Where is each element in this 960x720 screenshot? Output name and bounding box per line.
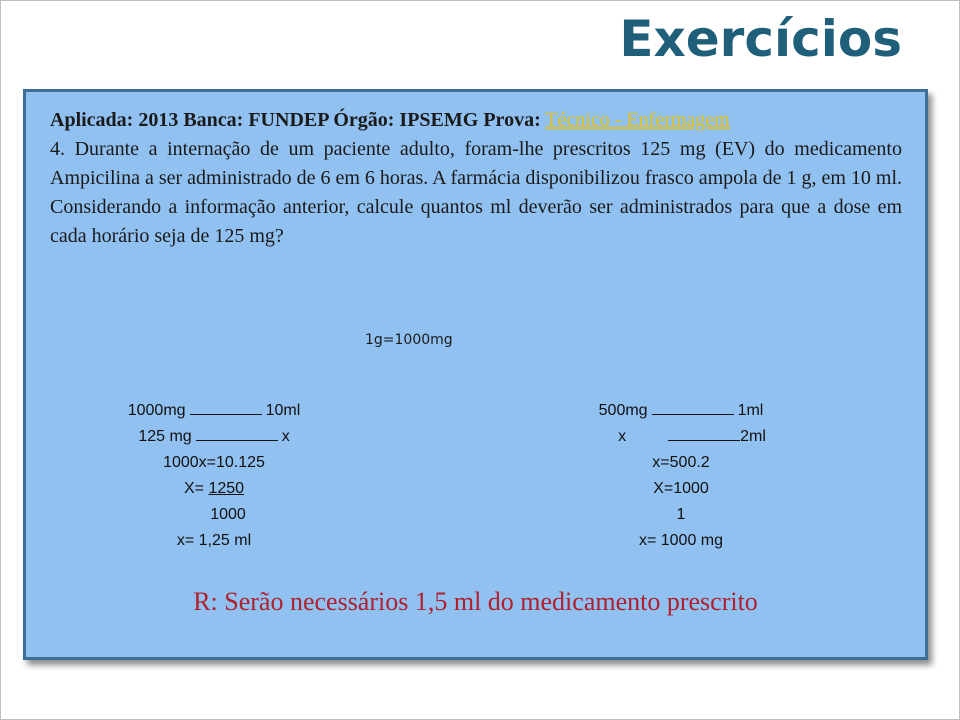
left-r4-a: X= <box>183 480 204 497</box>
right-row-3: x=500.2 <box>652 454 710 471</box>
left-r4-b: 1250 <box>208 480 245 497</box>
question-block <box>50 106 902 251</box>
blank-line <box>190 400 262 415</box>
blank-line <box>652 400 734 415</box>
blank-line <box>668 426 740 441</box>
left-r2-b: x <box>281 428 290 445</box>
left-r1-a: 1000mg <box>127 402 186 419</box>
left-row-6: x= 1,25 ml <box>176 532 252 549</box>
slide-title: Exercícios <box>619 10 902 68</box>
left-row-2 <box>104 424 324 450</box>
right-r1-b: 1ml <box>737 402 764 419</box>
right-row-6: x= 1000 mg <box>638 532 724 549</box>
blank-line <box>196 426 278 441</box>
right-r2-a: x <box>618 428 627 445</box>
right-row-2 <box>556 424 806 450</box>
right-row-4: X=1000 <box>653 480 709 497</box>
left-row-4 <box>104 476 324 502</box>
left-r2-a: 125 mg <box>138 428 192 445</box>
left-r1-b: 10ml <box>265 402 301 419</box>
left-row-3: 1000x=10.125 <box>163 454 265 471</box>
answer-text: R: Serão necessários 1,5 ml do medicamento prescrito <box>193 587 758 616</box>
right-row-5: 1 <box>676 506 686 523</box>
question-header: Aplicada: 2013 Banca: FUNDEP Órgão: IPSEMG Prova: <box>50 109 541 131</box>
conversion-note: 1g=1000mg <box>365 332 453 348</box>
left-calculation <box>104 398 324 554</box>
question-body: 4. Durante a internação de um paciente adulto, foram-lhe prescritos 125 mg (EV) do medicamento Ampicilina a ser administrado de 6 em 6 horas. A farmácia disponibilizou frasco ampola de 1 g, em 10 ml. Considerando a informação anterior, calcule quantos ml deverão ser administrados para que a dose em cada horário seja de 125 mg? <box>50 138 903 247</box>
right-r2-b: 2ml <box>740 428 766 445</box>
right-row-1 <box>556 398 806 424</box>
left-row-1 <box>104 398 324 424</box>
left-row-5: 1000 <box>210 506 246 523</box>
exercise-card <box>23 89 928 660</box>
right-r1-a: 500mg <box>598 402 648 419</box>
right-calculation <box>556 398 806 554</box>
exam-link[interactable]: Técnico - Enfermagem <box>545 109 730 131</box>
